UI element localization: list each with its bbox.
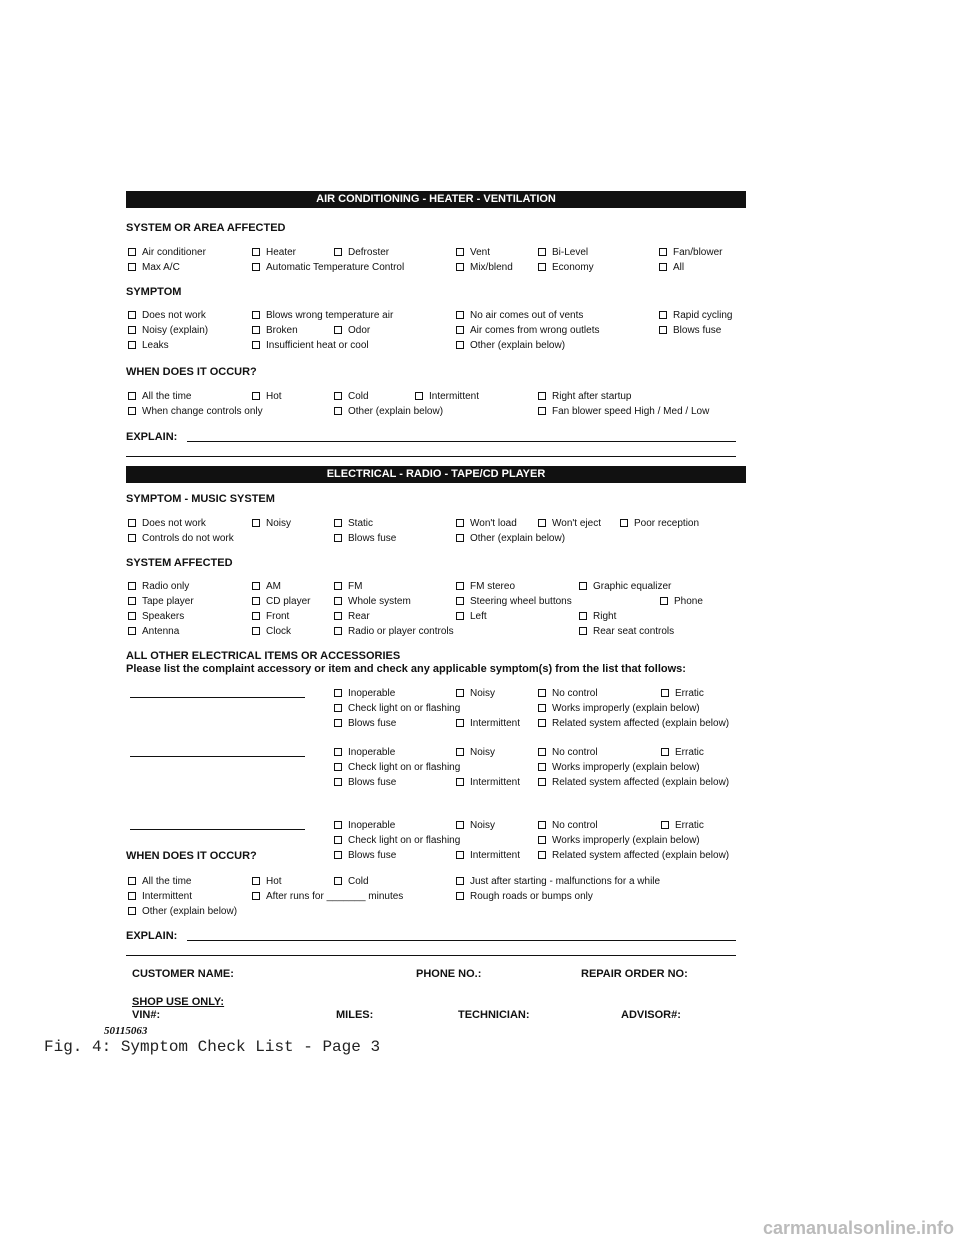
electrical-section-banner: ELECTRICAL - RADIO - TAPE/CD PLAYER xyxy=(126,466,746,483)
checkbox-cold[interactable]: Cold xyxy=(334,391,369,403)
checkbox-blows-wrong-temperature[interactable]: Blows wrong temperature air xyxy=(252,310,393,322)
accessory-line-2[interactable] xyxy=(130,756,305,757)
advisor-label: ADVISOR#: xyxy=(621,1009,681,1021)
checkbox-fm-stereo[interactable]: FM stereo xyxy=(456,581,515,593)
checkbox-box[interactable] xyxy=(128,612,136,620)
checkbox-box[interactable] xyxy=(252,519,260,527)
checkbox-rear[interactable]: Rear xyxy=(334,611,370,623)
checkbox-box[interactable] xyxy=(252,612,260,620)
checkbox-clock[interactable]: Clock xyxy=(252,626,291,638)
electrical-explain-line-2[interactable] xyxy=(126,955,736,956)
checkbox-box[interactable] xyxy=(128,248,136,256)
checkbox-after-runs-for[interactable]: After runs for _______ minutes xyxy=(252,891,403,903)
checkbox-box[interactable] xyxy=(538,263,546,271)
checkbox-wont-load[interactable]: Won't load xyxy=(456,518,517,530)
checkbox-static[interactable]: Static xyxy=(334,518,373,530)
checkbox-hot[interactable]: Hot xyxy=(252,391,282,403)
ac-symptom-heading: SYMPTOM xyxy=(126,286,182,298)
checkbox-box[interactable] xyxy=(659,311,667,319)
checkbox-box[interactable] xyxy=(538,519,546,527)
checkbox-box[interactable] xyxy=(128,311,136,319)
checkbox-box[interactable] xyxy=(252,892,260,900)
checkbox-box[interactable] xyxy=(334,851,342,859)
checkbox-box[interactable] xyxy=(620,519,628,527)
checkbox-box[interactable] xyxy=(659,326,667,334)
checkbox-intermittent-1[interactable]: Intermittent xyxy=(456,718,520,730)
checkbox-box[interactable] xyxy=(456,263,464,271)
checkbox-box[interactable] xyxy=(456,326,464,334)
checkbox-box[interactable] xyxy=(456,248,464,256)
checkbox-tape-player[interactable]: Tape player xyxy=(128,596,194,608)
checkbox-box[interactable] xyxy=(252,263,260,271)
checkbox-phone[interactable]: Phone xyxy=(660,596,703,608)
other-electrical-instructions: Please list the complaint accessory or item and check any applicable symptom(s) from the list that follows: xyxy=(126,663,686,675)
checkbox-controls-do-not-work[interactable]: Controls do not work xyxy=(128,533,234,545)
checkbox-box[interactable] xyxy=(334,582,342,590)
checkbox-box[interactable] xyxy=(538,392,546,400)
music-symptom-heading: SYMPTOM - MUSIC SYSTEM xyxy=(126,493,275,505)
checkbox-blows-fuse-3[interactable]: Blows fuse xyxy=(334,850,396,862)
checkbox-box[interactable] xyxy=(334,748,342,756)
checkbox-box[interactable] xyxy=(128,907,136,915)
phone-label: PHONE NO.: xyxy=(416,968,482,980)
checkbox-right[interactable]: Right xyxy=(579,611,616,623)
checkbox-box[interactable] xyxy=(334,597,342,605)
checkbox-check-light-1[interactable]: Check light on or flashing xyxy=(334,703,460,715)
checkbox-fan-blower-speed[interactable]: Fan blower speed High / Med / Low xyxy=(538,406,709,418)
checkbox-box[interactable] xyxy=(334,612,342,620)
checkbox-max-ac[interactable]: Max A/C xyxy=(128,262,180,274)
checkbox-automatic-temperature-control[interactable]: Automatic Temperature Control xyxy=(252,262,404,274)
checkbox-box[interactable] xyxy=(456,597,464,605)
checkbox-fan-blower[interactable]: Fan/blower xyxy=(659,247,722,259)
checkbox-odor[interactable]: Odor xyxy=(334,325,370,337)
checkbox-no-control-2[interactable]: No control xyxy=(538,747,598,759)
checkbox-box[interactable] xyxy=(659,248,667,256)
checkbox-no-control-1[interactable]: No control xyxy=(538,688,598,700)
checkbox-wrong-outlets[interactable]: Air comes from wrong outlets xyxy=(456,325,600,337)
ac-explain-line-1[interactable] xyxy=(187,441,736,442)
checkbox-box[interactable] xyxy=(252,582,260,590)
checkbox-box[interactable] xyxy=(538,821,546,829)
accessory-line-1[interactable] xyxy=(130,697,305,698)
checkbox-box[interactable] xyxy=(128,597,136,605)
checkbox-rapid-cycling[interactable]: Rapid cycling xyxy=(659,310,732,322)
checkbox-just-after-starting[interactable]: Just after starting - malfunctions for a while xyxy=(456,876,660,888)
checkbox-box[interactable] xyxy=(579,582,587,590)
checkbox-box[interactable] xyxy=(334,627,342,635)
checkbox-rear-seat-controls[interactable]: Rear seat controls xyxy=(579,626,674,638)
checkbox-box[interactable] xyxy=(456,851,464,859)
checkbox-wont-eject[interactable]: Won't eject xyxy=(538,518,601,530)
checkbox-other[interactable]: Other (explain below) xyxy=(456,340,565,352)
checkbox-box[interactable] xyxy=(128,627,136,635)
checkbox-box[interactable] xyxy=(128,407,136,415)
checkbox-box[interactable] xyxy=(538,719,546,727)
checkbox-box[interactable] xyxy=(252,597,260,605)
checkbox-check-light-2[interactable]: Check light on or flashing xyxy=(334,762,460,774)
checkbox-box[interactable] xyxy=(456,778,464,786)
checkbox-box[interactable] xyxy=(538,248,546,256)
checkbox-works-improperly-2[interactable]: Works improperly (explain below) xyxy=(538,762,700,774)
checkbox-steering-wheel-buttons[interactable]: Steering wheel buttons xyxy=(456,596,572,608)
checkbox-music-noisy[interactable]: Noisy xyxy=(252,518,291,530)
checkbox-antenna[interactable]: Antenna xyxy=(128,626,179,638)
checkbox-box[interactable] xyxy=(128,392,136,400)
checkbox-box[interactable] xyxy=(334,689,342,697)
checkbox-other-when[interactable]: Other (explain below) xyxy=(334,406,443,418)
checkbox-box[interactable] xyxy=(538,763,546,771)
checkbox-box[interactable] xyxy=(538,836,546,844)
checkbox-blows-fuse-2[interactable]: Blows fuse xyxy=(334,777,396,789)
checkbox-rough-roads[interactable]: Rough roads or bumps only xyxy=(456,891,593,903)
ac-when-heading: WHEN DOES IT OCCUR? xyxy=(126,366,257,378)
checkbox-economy[interactable]: Economy xyxy=(538,262,594,274)
checkbox-box[interactable] xyxy=(128,326,136,334)
checkbox-elec-other[interactable]: Other (explain below) xyxy=(128,906,237,918)
checkbox-elec-hot[interactable]: Hot xyxy=(252,876,282,888)
checkbox-box[interactable] xyxy=(252,877,260,885)
checkbox-graphic-equalizer[interactable]: Graphic equalizer xyxy=(579,581,671,593)
figure-caption: Fig. 4: Symptom Check List - Page 3 xyxy=(44,1038,381,1056)
checkbox-box[interactable] xyxy=(579,627,587,635)
checkbox-leaks[interactable]: Leaks xyxy=(128,340,169,352)
figure-id: 50115063 xyxy=(104,1025,148,1037)
checkbox-box[interactable] xyxy=(456,892,464,900)
checkbox-box[interactable] xyxy=(334,778,342,786)
checkbox-box[interactable] xyxy=(456,719,464,727)
checkbox-box[interactable] xyxy=(334,407,342,415)
checkbox-related-system-3[interactable]: Related system affected (explain below) xyxy=(538,850,729,862)
checkbox-radio-player-controls[interactable]: Radio or player controls xyxy=(334,626,454,638)
checkbox-elec-intermittent[interactable]: Intermittent xyxy=(128,891,192,903)
checkbox-box[interactable] xyxy=(661,821,669,829)
checkbox-box[interactable] xyxy=(334,534,342,542)
checkbox-box[interactable] xyxy=(538,778,546,786)
checkbox-check-light-3[interactable]: Check light on or flashing xyxy=(334,835,460,847)
checkbox-blows-fuse[interactable]: Blows fuse xyxy=(659,325,721,337)
checkbox-box[interactable] xyxy=(456,612,464,620)
checkbox-defroster[interactable]: Defroster xyxy=(334,247,389,259)
checkbox-box[interactable] xyxy=(128,519,136,527)
shop-use-only-label: SHOP USE ONLY: xyxy=(132,996,225,1008)
electrical-when-heading: WHEN DOES IT OCCUR? xyxy=(126,850,257,862)
checkbox-box[interactable] xyxy=(661,689,669,697)
checkbox-inoperable-1[interactable]: Inoperable xyxy=(334,688,395,700)
vin-label: VIN#: xyxy=(132,1009,161,1021)
checkbox-box[interactable] xyxy=(456,877,464,885)
checkbox-am[interactable]: AM xyxy=(252,581,281,593)
checkbox-all-the-time[interactable]: All the time xyxy=(128,391,191,403)
checkbox-noisy-1[interactable]: Noisy xyxy=(456,688,495,700)
checkbox-box[interactable] xyxy=(128,263,136,271)
checkbox-no-air-from-vents[interactable]: No air comes out of vents xyxy=(456,310,583,322)
checkbox-right-after-startup[interactable]: Right after startup xyxy=(538,391,631,403)
checkbox-insufficient-heat[interactable]: Insufficient heat or cool xyxy=(252,340,369,352)
checkbox-works-improperly-1[interactable]: Works improperly (explain below) xyxy=(538,703,700,715)
checkbox-box[interactable] xyxy=(538,407,546,415)
checkbox-inoperable-2[interactable]: Inoperable xyxy=(334,747,395,759)
checkbox-elec-cold[interactable]: Cold xyxy=(334,876,369,888)
watermark: carmanualsonline.info xyxy=(762,1218,954,1238)
technician-label: TECHNICIAN: xyxy=(458,1009,530,1021)
checkbox-when-change-controls[interactable]: When change controls only xyxy=(128,406,263,418)
checkbox-noisy[interactable]: Noisy (explain) xyxy=(128,325,208,337)
checkbox-box[interactable] xyxy=(579,612,587,620)
checkbox-box[interactable] xyxy=(252,392,260,400)
checkbox-box[interactable] xyxy=(334,877,342,885)
checkbox-box[interactable] xyxy=(128,534,136,542)
checkbox-left[interactable]: Left xyxy=(456,611,487,623)
checkbox-erratic-3[interactable]: Erratic xyxy=(661,820,704,832)
checkbox-box[interactable] xyxy=(456,519,464,527)
checkbox-box[interactable] xyxy=(128,341,136,349)
checkbox-box[interactable] xyxy=(456,748,464,756)
checkbox-box[interactable] xyxy=(128,892,136,900)
checkbox-box[interactable] xyxy=(538,748,546,756)
other-electrical-heading: ALL OTHER ELECTRICAL ITEMS OR ACCESSORIES xyxy=(126,650,401,662)
checkbox-box[interactable] xyxy=(252,627,260,635)
checkbox-box[interactable] xyxy=(456,341,464,349)
checkbox-box[interactable] xyxy=(415,392,423,400)
checkbox-music-other[interactable]: Other (explain below) xyxy=(456,533,565,545)
checkbox-box[interactable] xyxy=(252,311,260,319)
checkbox-fm[interactable]: FM xyxy=(334,581,362,593)
checkbox-poor-reception[interactable]: Poor reception xyxy=(620,518,699,530)
checkbox-box[interactable] xyxy=(334,519,342,527)
checkbox-broken[interactable]: Broken xyxy=(252,325,298,337)
checkbox-cd-player[interactable]: CD player xyxy=(252,596,310,608)
system-affected-heading: SYSTEM AFFECTED xyxy=(126,557,233,569)
checkbox-box[interactable] xyxy=(659,263,667,271)
checkbox-bi-level[interactable]: Bi-Level xyxy=(538,247,588,259)
ac-system-heading: SYSTEM OR AREA AFFECTED xyxy=(126,222,286,234)
checkbox-box[interactable] xyxy=(334,248,342,256)
checkbox-intermittent-3[interactable]: Intermittent xyxy=(456,850,520,862)
checkbox-box[interactable] xyxy=(252,326,260,334)
checkbox-box[interactable] xyxy=(661,748,669,756)
ac-section-banner: AIR CONDITIONING - HEATER - VENTILATION xyxy=(126,191,746,208)
checkbox-erratic-1[interactable]: Erratic xyxy=(661,688,704,700)
checkbox-inoperable-3[interactable]: Inoperable xyxy=(334,820,395,832)
checkbox-speakers[interactable]: Speakers xyxy=(128,611,184,623)
checkbox-heater[interactable]: Heater xyxy=(252,247,296,259)
repair-order-label: REPAIR ORDER NO: xyxy=(581,968,688,980)
checkbox-no-control-3[interactable]: No control xyxy=(538,820,598,832)
checkbox-box[interactable] xyxy=(334,392,342,400)
checkbox-box[interactable] xyxy=(252,341,260,349)
checkbox-box[interactable] xyxy=(456,689,464,697)
ac-explain-line-2[interactable] xyxy=(126,456,736,457)
checkbox-elec-all-the-time[interactable]: All the time xyxy=(128,876,191,888)
checkbox-box[interactable] xyxy=(456,821,464,829)
checkbox-intermittent[interactable]: Intermittent xyxy=(415,391,479,403)
checkbox-music-blows-fuse[interactable]: Blows fuse xyxy=(334,533,396,545)
checkbox-mix-blend[interactable]: Mix/blend xyxy=(456,262,513,274)
checkbox-box[interactable] xyxy=(456,311,464,319)
checkbox-radio-only[interactable]: Radio only xyxy=(128,581,189,593)
checkbox-box[interactable] xyxy=(334,704,342,712)
checkbox-box[interactable] xyxy=(538,689,546,697)
checkbox-box[interactable] xyxy=(252,248,260,256)
checkbox-noisy-2[interactable]: Noisy xyxy=(456,747,495,759)
checkbox-works-improperly-3[interactable]: Works improperly (explain below) xyxy=(538,835,700,847)
miles-label: MILES: xyxy=(336,1009,374,1021)
checkbox-blows-fuse-1[interactable]: Blows fuse xyxy=(334,718,396,730)
checkbox-box[interactable] xyxy=(334,326,342,334)
ac-explain-label: EXPLAIN: xyxy=(126,431,178,443)
accessory-line-3[interactable] xyxy=(130,829,305,830)
checkbox-air-conditioner[interactable]: Air conditioner xyxy=(128,247,206,259)
checkbox-all[interactable]: All xyxy=(659,262,684,274)
checkbox-front[interactable]: Front xyxy=(252,611,289,623)
checkbox-box[interactable] xyxy=(538,704,546,712)
checkbox-box[interactable] xyxy=(128,877,136,885)
checkbox-box[interactable] xyxy=(334,821,342,829)
checkbox-box[interactable] xyxy=(456,534,464,542)
checkbox-music-does-not-work[interactable]: Does not work xyxy=(128,518,206,530)
checkbox-related-system-1[interactable]: Related system affected (explain below) xyxy=(538,718,729,730)
electrical-explain-line-1[interactable] xyxy=(187,940,736,941)
checkbox-whole-system[interactable]: Whole system xyxy=(334,596,411,608)
checkbox-box[interactable] xyxy=(660,597,668,605)
checkbox-noisy-3[interactable]: Noisy xyxy=(456,820,495,832)
checkbox-related-system-2[interactable]: Related system affected (explain below) xyxy=(538,777,729,789)
checkbox-box[interactable] xyxy=(538,851,546,859)
checkbox-box[interactable] xyxy=(334,836,342,844)
checkbox-intermittent-2[interactable]: Intermittent xyxy=(456,777,520,789)
checkbox-does-not-work[interactable]: Does not work xyxy=(128,310,206,322)
checkbox-box[interactable] xyxy=(334,719,342,727)
checkbox-box[interactable] xyxy=(334,763,342,771)
checkbox-box[interactable] xyxy=(456,582,464,590)
checkbox-vent[interactable]: Vent xyxy=(456,247,490,259)
checkbox-box[interactable] xyxy=(128,582,136,590)
customer-name-label: CUSTOMER NAME: xyxy=(132,968,234,980)
electrical-explain-label: EXPLAIN: xyxy=(126,930,178,942)
checkbox-erratic-2[interactable]: Erratic xyxy=(661,747,704,759)
